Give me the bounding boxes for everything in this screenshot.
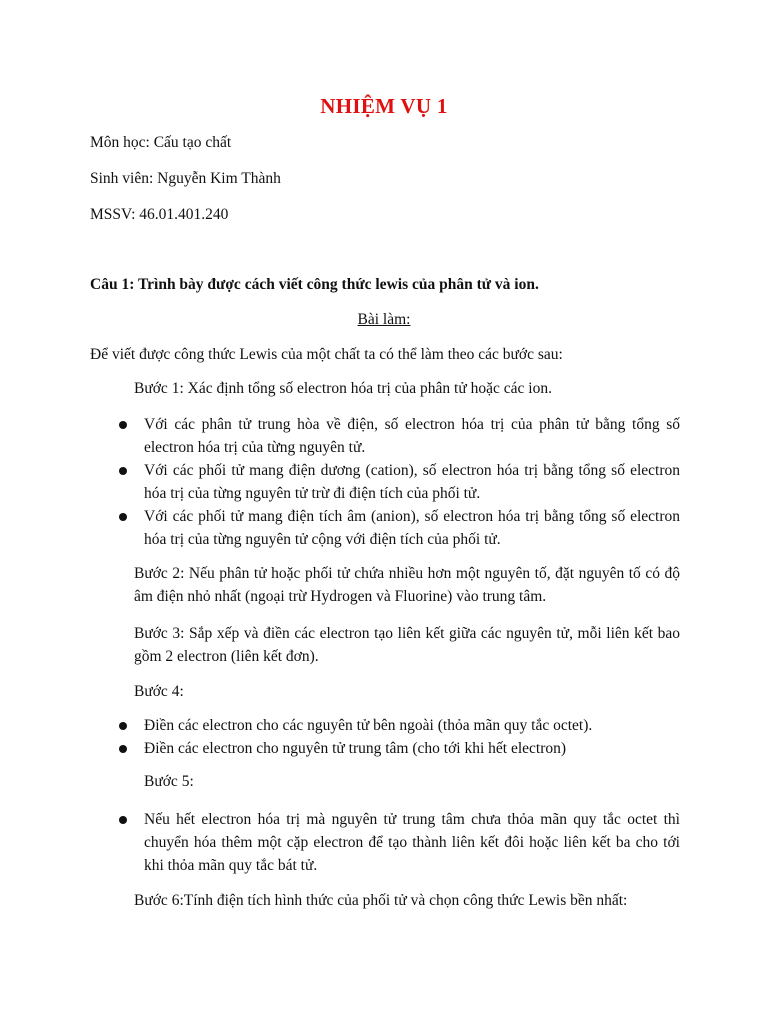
- step4-bullet-1: Điền các electron cho các nguyên tử bên ngoài (thỏa mãn quy tắc octet).: [144, 717, 593, 734]
- answer-heading: Bài làm:: [357, 311, 411, 328]
- step1-bullet-2: Với các phối tử mang điện dương (cation), số electron hóa trị bằng tổng số electron hóa trị của từng nguyên tử trừ đi điện tích của phối tử.: [144, 462, 680, 502]
- step4-label: Bước 4:: [134, 683, 184, 700]
- bullet-dot: [119, 513, 127, 521]
- student-line: Sinh viên: Nguyễn Kim Thành: [90, 170, 281, 187]
- step5-label: Bước 5:: [144, 773, 194, 790]
- bullet-dot: [119, 816, 127, 824]
- step5-bullet-1: Nếu hết electron hóa trị mà nguyên tử trung tâm chưa thỏa mãn quy tắc octet thì chuyển hóa thêm một cặp electron để tạo thành liên kết đôi hoặc liên kết ba cho tới khi thỏa mãn quy tắc bát tử.: [144, 811, 680, 874]
- step1-label: Bước 1: Xác định tổng số electron hóa trị của phân tử hoặc các ion.: [134, 380, 552, 397]
- step1-bullet-3: Với các phối tử mang điện tích âm (anion), số electron hóa trị bằng tổng số electron hóa trị của từng nguyên tử cộng với điện tích của phối tử.: [144, 508, 680, 548]
- question-text: Câu 1: Trình bày được cách viết công thức lewis của phân tử và ion.: [90, 276, 539, 293]
- answer-intro: Để viết được công thức Lewis của một chất ta có thể làm theo các bước sau:: [90, 346, 563, 363]
- step3-paragraph: Bước 3: Sắp xếp và điền các electron tạo liên kết giữa các nguyên tử, mỗi liên kết bao gồm 2 electron (liên kết đơn).: [134, 625, 680, 665]
- bullet-dot: [119, 722, 127, 730]
- step2-paragraph: Bước 2: Nếu phân tử hoặc phối tử chứa nhiều hơn một nguyên tố, đặt nguyên tố có độ âm điện nhỏ nhất (ngoại trừ Hydrogen và Fluorine) vào trung tâm.: [134, 565, 680, 605]
- bullet-dot: [119, 467, 127, 475]
- step4-bullet-2: Điền các electron cho nguyên tử trung tâm (cho tới khi hết electron): [144, 740, 567, 757]
- bullet-dot: [119, 745, 127, 753]
- step1-bullet-1: Với các phân tử trung hòa về điện, số electron hóa trị của phân tử bằng tổng số electron hóa trị của từng nguyên tử.: [144, 416, 680, 456]
- student-id-line: MSSV: 46.01.401.240: [90, 206, 229, 223]
- subject-line: Môn học: Cấu tạo chất: [90, 134, 232, 151]
- document-title: NHIỆM VỤ 1: [320, 94, 448, 118]
- step6-paragraph: Bước 6:Tính điện tích hình thức của phối tử và chọn công thức Lewis bền nhất:: [134, 892, 628, 909]
- bullet-dot: [119, 421, 127, 429]
